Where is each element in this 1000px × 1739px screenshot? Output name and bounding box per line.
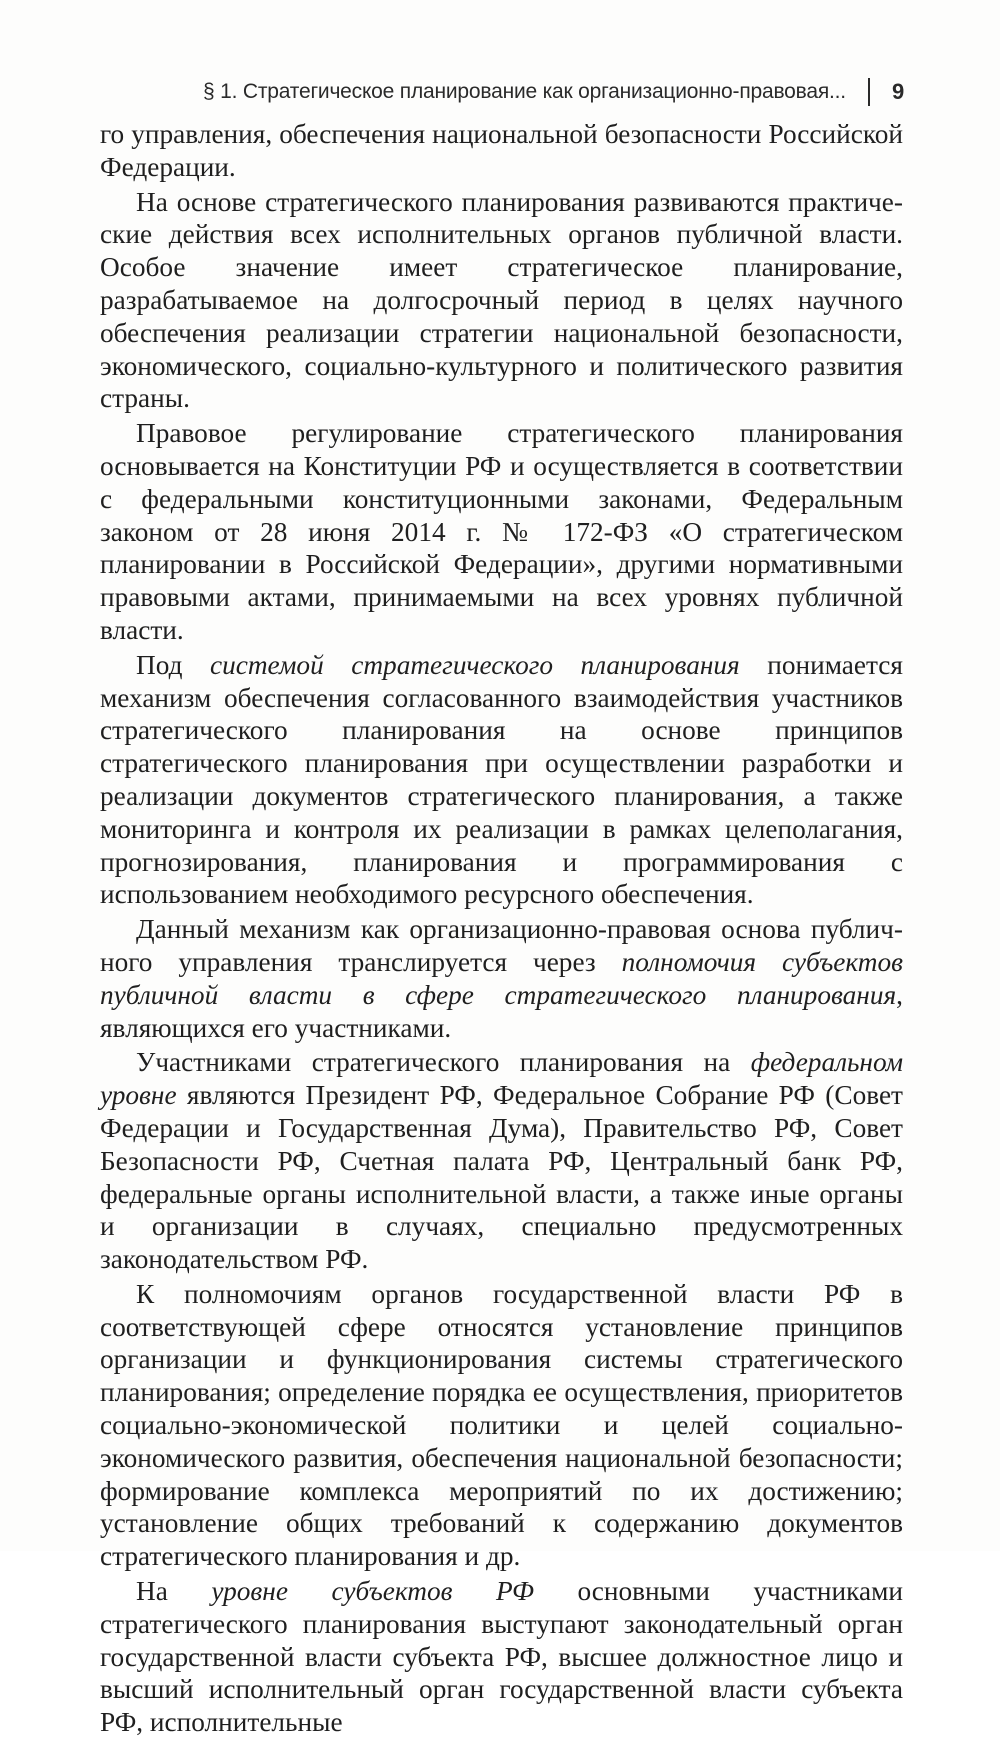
italic-term: федеральном уровне: [100, 1047, 903, 1111]
italic-term: системой стратегического планирования: [209, 649, 740, 680]
paragraph: [100, 1575, 903, 1739]
italic-term: полномочия субъектов публичной власти в сфере стратегического планирования: [100, 946, 904, 1010]
text-run: , являющихся его участниками.: [100, 979, 903, 1043]
header-separator: [868, 78, 870, 106]
text-run: понимается механизм обеспечения согласованного взаимодействия участников стратегического планирования на основе принципов стратегического планирования при осуществлении разработки и реализации документов стратегического планирования, а также мониторинга и контроля их реализации в рамках целеполагания, прогнозирования, планирования и программирования с использованием необходимого ресурсного обеспечения.: [100, 649, 903, 910]
paragraph: [100, 649, 903, 911]
text-run: Данный механизм как организационно-правовая основа публичного управления транслируется через: [100, 914, 903, 977]
text-run: Участниками стратегического планирования на: [136, 1047, 751, 1078]
text-run: го управления, обеспечения национальной безопасности Российской Федерации.: [100, 119, 903, 182]
running-header-title: § 1. Стратегическое планирование как организационно-правовая...: [203, 80, 846, 103]
paragraph: [100, 1046, 903, 1276]
running-header: [100, 72, 904, 112]
text-run: Правовое регулирование стратегического планирования основывается на Конституции РФ и осуществляется в соответствии с федеральными конституционными законами, Федеральным законом от 28 июня 2014 г. № 172-ФЗ «О стратегическом планировании в Российской Федерации», другими нормативными правовыми актами, принимаемыми на всех уровнях публичной власти.: [100, 418, 903, 645]
body-text: [100, 118, 903, 1739]
text-run: На: [136, 1576, 212, 1607]
text-run: Под: [136, 649, 210, 680]
paragraph: [100, 118, 903, 184]
paragraph: [100, 417, 903, 647]
text-run: На основе стратегического планирования развиваются практические действия всех исполнительных органов публичной власти. Особое значение имеет стратегическое планирование, разрабатываемое на долгосрочный период в целях научного обеспечения реализации стратегии национальной безопасности, экономического, социально-культурного и политического развития страны.: [100, 186, 903, 414]
paragraph: [100, 1278, 903, 1573]
italic-term: уровне субъектов РФ: [211, 1576, 534, 1607]
paragraph: [100, 913, 903, 1044]
text-run: К полномочиям органов государственной власти РФ в соответствующей сфере относятся установление принципов организации и функционирования системы стратегического планирования; определение порядка ее осуществления, приоритетов социально-экономической политики и целей социально-экономического развития, обеспечения национальной безопасности; формирование комплекса мероприятий по их достижению; установление общих требований к содержанию документов стратегического планирования и др.: [100, 1278, 903, 1572]
paragraph: [100, 186, 903, 416]
text-run: являются Президент РФ, Федеральное Собрание РФ (Совет Федерации и Государственная Дума), Правительство РФ, Совет Безопасности РФ, Счетная палата РФ, Центральный банк РФ, федеральные органы исполнительной власти, а также иные органы и организации в случаях, специально предусмотренных законодательством РФ.: [100, 1080, 903, 1275]
page-number: 9: [891, 79, 904, 104]
text-run: основными участниками стратегического планирования выступают законодательный орган государственной власти субъекта РФ, высшее должностное лицо и высший исполнительный орган государственной власти субъекта РФ, исполнительные: [100, 1576, 903, 1738]
